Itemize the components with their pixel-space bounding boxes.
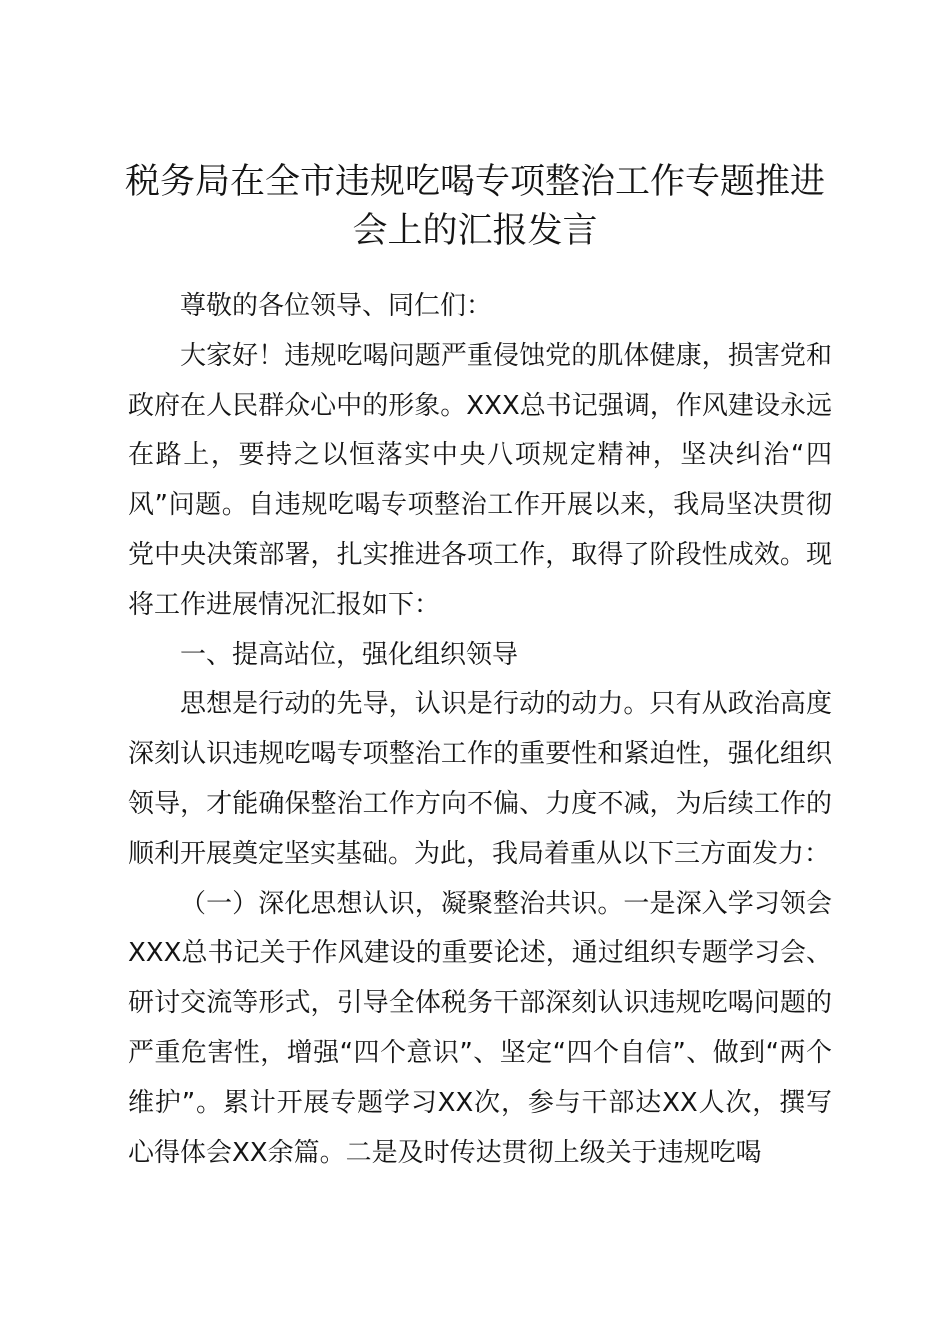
paragraph-subsection-1: （一）深化思想认识，凝聚整治共识。一是深入学习领会XXX总书记关于作风建设的重要论述，通过组织专题学习会、研讨交流等形式，引导全体税务干部深刻认识违规吃喝问题的严重危害性，增强“四个意识”、坚定“四个自信”、做到“两个维护”。累计开展专题学习XX次，参与干部达XX人次，撰写心得体会XX余篇。二是及时传达贯彻上级关于违规吃喝	[128, 888, 832, 1168]
section-heading-1: 一、提高站位，强化组织领导	[180, 639, 519, 670]
paragraph-section-1: 思想是行动的先导，认识是行动的动力。只有从政治高度深刻认识违规吃喝专项整治工作的重要性和紧迫性，强化组织领导，才能确保整治工作方向不偏、力度不减，为后续工作的顺利开展奠定坚实基础。为此，我局着重从以下三方面发力：	[128, 689, 832, 869]
document-body	[128, 282, 832, 1178]
document-title: 税务局在全市违规吃喝专项整治工作专题推进会上的汇报发言	[124, 162, 825, 251]
salutation: 尊敬的各位领导、同仁们：	[180, 291, 493, 321]
paragraph-intro: 大家好！违规吃喝问题严重侵蚀党的肌体健康，损害党和政府在人民群众心中的形象。XXX总书记强调，作风建设永远在路上，要持之以恒落实中央八项规定精神，坚决纠治“四风”问题。自违规吃喝专项整治工作开展以来，我局坚决贯彻党中央决策部署，扎实推进各项工作，取得了阶段性成效。现将工作进展情况汇报如下：	[128, 340, 832, 620]
